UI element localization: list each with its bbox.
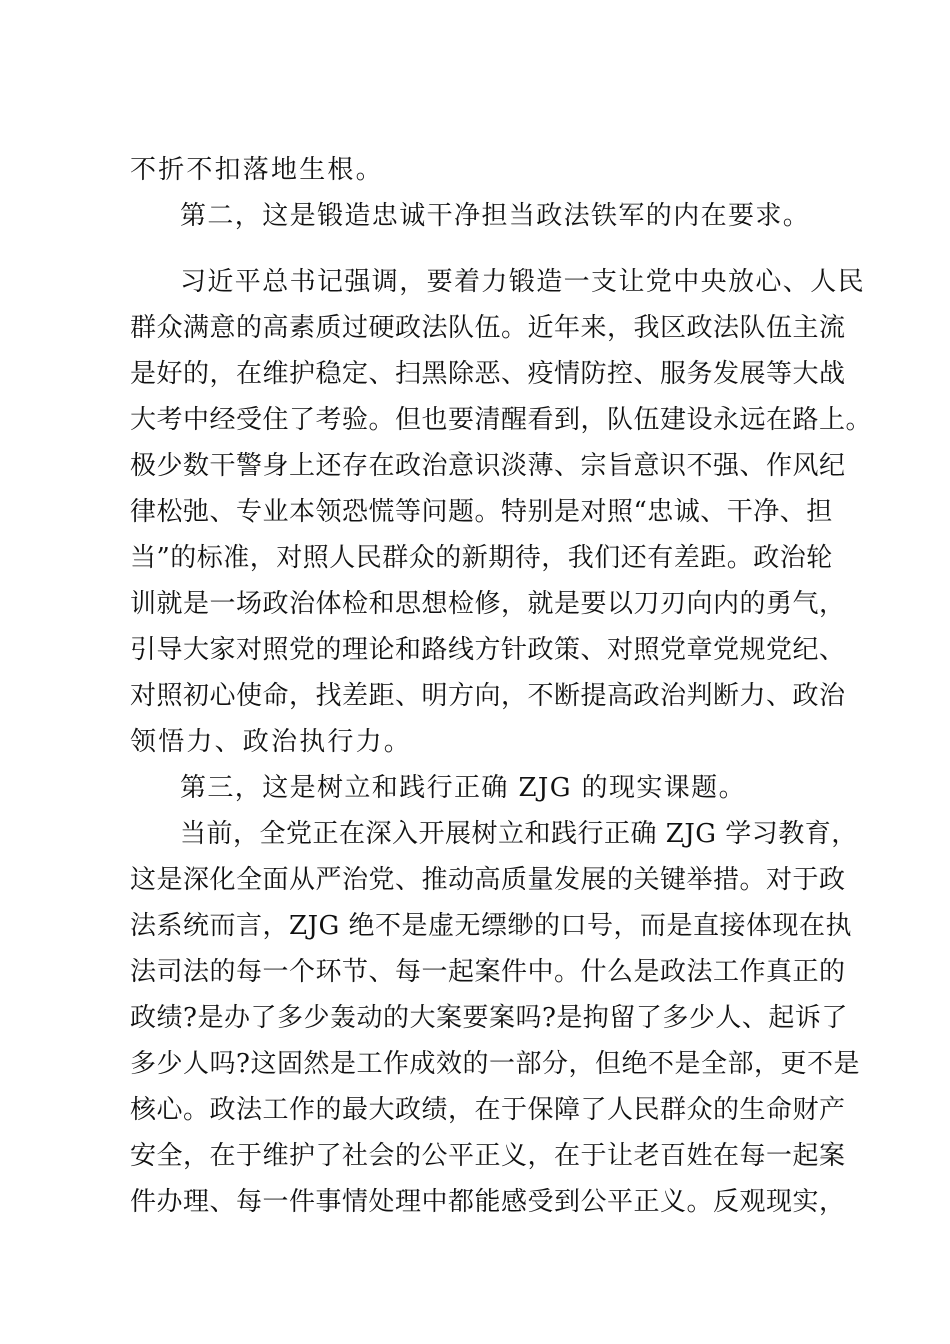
text-line: 当”的标准，对照人民群众的新期待，我们还有差距。政治轮 (130, 543, 833, 573)
text-line: 对照初心使命，找差距、明方向，不断提高政治判断力、政治 (130, 681, 846, 711)
text-line: 引导大家对照党的理论和路线方针政策、对照党章党规党纪、 (130, 635, 846, 665)
text-line: 训就是一场政治体检和思想检修，就是要以刀刃向内的勇气， (130, 589, 846, 619)
text-line: 群众满意的高素质过硬政法队伍。近年来，我区政法队伍主流 (130, 313, 846, 343)
text-line: 大考中经受住了考验。但也要清醒看到，队伍建设永远在路上。 (130, 405, 873, 435)
text-line: 不折不扣落地生根。 (130, 155, 384, 185)
section-heading: 第二，这是锻造忠诚干净担当政法铁军的内在要求。 (180, 201, 811, 231)
text-line: 法系统而言，ZJG 绝不是虚无缥缈的口号，而是直接体现在执 (130, 911, 853, 941)
text-line: 件办理、每一件事情处理中都能感受到公平正义。反观现实， (130, 1187, 846, 1217)
text-line: 习近平总书记强调，要着力锻造一支让党中央放心、人民 (180, 267, 866, 297)
text-line: 律松弛、专业本领恐慌等问题。特别是对照“忠诚、干净、担 (130, 497, 833, 527)
text-line: 当前，全党正在深入开展树立和践行正确 ZJG 学习教育， (180, 819, 858, 849)
text-line: 安全，在于维护了社会的公平正义，在于让老百姓在每一起案 (130, 1141, 846, 1171)
text-line: 领悟力、政治执行力。 (130, 727, 413, 757)
text-line: 核心。政法工作的最大政绩，在于保障了人民群众的生命财产 (130, 1095, 846, 1125)
section-heading: 第三，这是树立和践行正确 ZJG 的现实课题。 (180, 773, 746, 803)
text-line: 多少人吗?这固然是工作成效的一部分，但绝不是全部，更不是 (130, 1049, 860, 1079)
text-line: 法司法的每一个环节、每一起案件中。什么是政法工作真正的 (130, 957, 846, 987)
text-line: 是好的，在维护稳定、扫黑除恶、疫情防控、服务发展等大战 (130, 359, 846, 389)
text-line: 政绩?是办了多少轰动的大案要案吗?是拘留了多少人、起诉了 (130, 1003, 848, 1033)
text-line: 极少数干警身上还存在政治意识淡薄、宗旨意识不强、作风纪 (130, 451, 846, 481)
text-line: 这是深化全面从严治党、推动高质量发展的关键举措。对于政 (130, 865, 846, 895)
